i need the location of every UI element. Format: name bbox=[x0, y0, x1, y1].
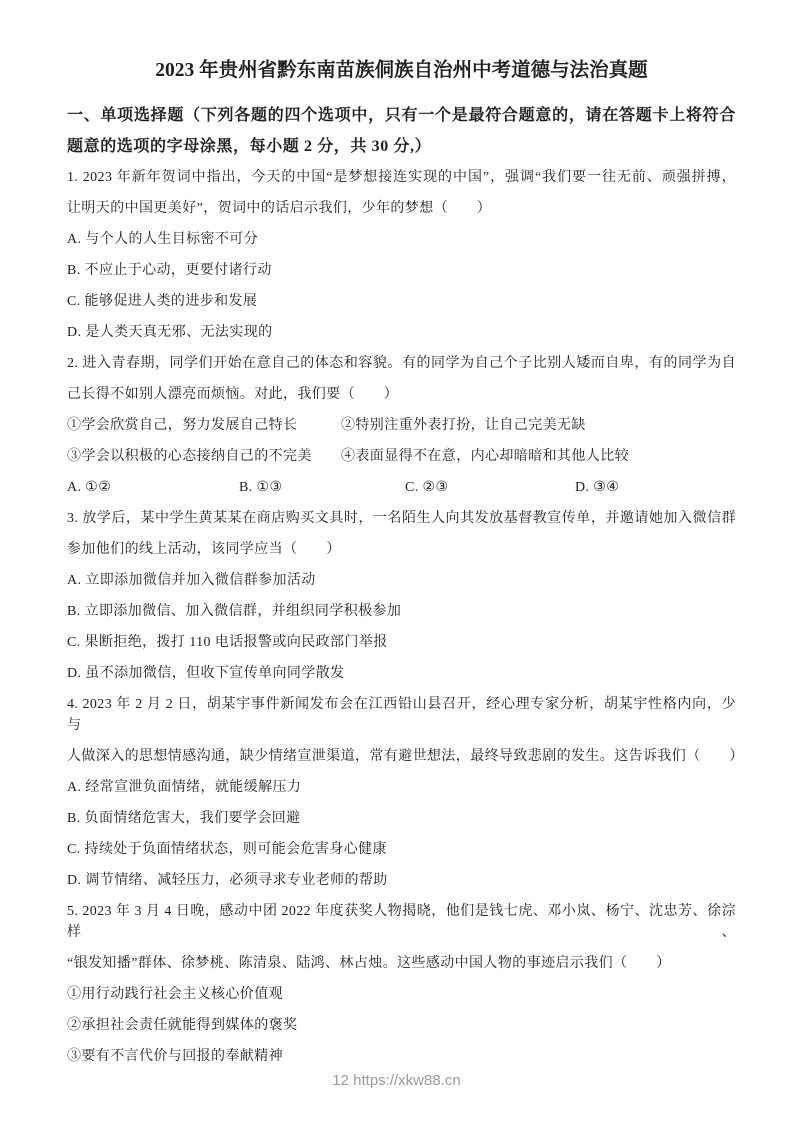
question-1-stem-line-2: 让明天的中国更美好”，贺词中的话启示我们，少年的梦想（ ） bbox=[67, 201, 492, 216]
question-2-suboption-3: ③学会以积极的心态接纳自己的不完美 bbox=[67, 449, 312, 464]
question-2-option-c: C. ②③ bbox=[405, 480, 449, 495]
question-2-suboption-1: ①学会欣赏自己，努力发展自己特长 bbox=[67, 418, 298, 433]
question-4-option-a: A. 经常宣泄负面情绪，就能缓解压力 bbox=[67, 780, 302, 795]
question-3 bbox=[67, 508, 736, 684]
question-2-suboption-2: ②特别注重外表打扮，让自己完美无缺 bbox=[341, 418, 586, 433]
question-2-option-a: A. ①② bbox=[67, 480, 112, 495]
question-5-stem-line-2: “银发知播”群体、徐梦桃、陈清泉、陆鸿、林占烛。这些感动中国人物的事迹启示我们（ ） bbox=[67, 956, 671, 971]
question-5 bbox=[67, 901, 736, 1067]
question-3-option-b: B. 立即添加微信、加入微信群，并组织同学积极参加 bbox=[67, 604, 402, 619]
question-3-option-d: D. 虽不添加微信，但收下宣传单向同学散发 bbox=[67, 666, 345, 681]
question-1 bbox=[67, 167, 736, 343]
question-2-stem-line-1: 2. 进入青春期，同学们开始在意自己的体态和容貌。有的同学为自己个子比别人矮而自卑，有的同学为自 bbox=[67, 356, 736, 371]
section-instructions bbox=[67, 105, 736, 157]
page-content bbox=[67, 57, 744, 1077]
question-4-option-b: B. 负面情绪危害大，我们要学会回避 bbox=[67, 811, 301, 826]
question-5-suboption-1: ①用行动践行社会主义核心价值观 bbox=[67, 987, 283, 1002]
question-3-option-c: C. 果断拒绝，拨打 110 电话报警或向民政部门举报 bbox=[67, 635, 388, 650]
question-4-option-c: C. 持续处于负面情绪状态，则可能会危害身心健康 bbox=[67, 842, 387, 857]
question-5-stem-line-1: 5. 2023 年 3 月 4 日晚，感动中团 2022 年度获奖人物揭晓，他们是钱七虎、邓小岚、杨宁、沈忠芳、徐淙样、 bbox=[67, 904, 736, 940]
question-1-option-c: C. 能够促进人类的进步和发展 bbox=[67, 294, 258, 309]
section-instructions-line-1: 一、单项选择题（下列各题的四个选项中，只有一个是最符合题意的，请在答题卡上将符合 bbox=[67, 107, 736, 124]
question-3-stem-line-1: 3. 放学后，某中学生黄某某在商店购买文具时，一名陌生人向其发放基督教宣传单，并邀请她加入微信群 bbox=[67, 511, 736, 526]
question-1-option-a: A. 与个人的人生目标密不可分 bbox=[67, 232, 259, 247]
question-2-option-d: D. ③④ bbox=[575, 480, 620, 495]
page-title: 2023 年贵州省黔东南苗族侗族自治州中考道德与法治真题 bbox=[155, 60, 648, 81]
question-4 bbox=[67, 694, 744, 891]
question-3-stem-line-2: 参加他们的线上活动，该同学应当（ ） bbox=[67, 542, 341, 557]
question-1-stem-line-1: 1. 2023 年新年贺词中指出，今天的中国“是梦想接连实现的中国”，强调“我们要一往无前、顽强拼搏， bbox=[67, 170, 736, 185]
page-footer bbox=[0, 1072, 793, 1089]
question-5-suboption-2: ②承担社会责任就能得到媒体的褒奖 bbox=[67, 1018, 298, 1033]
question-3-option-a: A. 立即添加微信并加入微信群参加活动 bbox=[67, 573, 316, 588]
question-4-stem-line-2: 人做深入的思想情感沟通，缺少情绪宣泄渠道，常有避世想法，最终导致悲剧的发生。这告诉我们（ ） bbox=[67, 749, 744, 764]
page-number: 12 bbox=[332, 1072, 349, 1089]
question-1-option-d: D. 是人类天真无邪、无法实现的 bbox=[67, 325, 273, 340]
question-1-option-b: B. 不应止于心动，更要付诸行动 bbox=[67, 263, 272, 278]
question-2-suboption-row-1 bbox=[67, 415, 736, 436]
question-2-stem-line-2: 己长得不如别人漂亮而烦恼。对此，我们要（ ） bbox=[67, 387, 399, 402]
question-5-suboption-3: ③要有不言代价与回报的奉献精神 bbox=[67, 1049, 283, 1064]
question-2-option-b: B. ①③ bbox=[239, 480, 283, 495]
question-4-option-d: D. 调节情绪、减轻压力，必须寻求专业老师的帮助 bbox=[67, 873, 388, 888]
question-2-suboption-row-2 bbox=[67, 446, 736, 467]
question-2-suboption-4: ④表面显得不在意，内心却暗暗和其他人比较 bbox=[341, 449, 629, 464]
section-instructions-line-2: 题意的选项的字母涂黑，每小题 2 分，共 30 分,） bbox=[67, 138, 432, 155]
footer-url[interactable]: https://xkw88.cn bbox=[353, 1072, 461, 1089]
question-2 bbox=[67, 353, 736, 498]
question-2-answer-row bbox=[67, 477, 736, 498]
question-4-stem-line-1: 4. 2023 年 2 月 2 日，胡某宇事件新闻发布会在江西铅山县召开，经心理专家分析，胡某宇性格内向，少与 bbox=[67, 697, 736, 733]
